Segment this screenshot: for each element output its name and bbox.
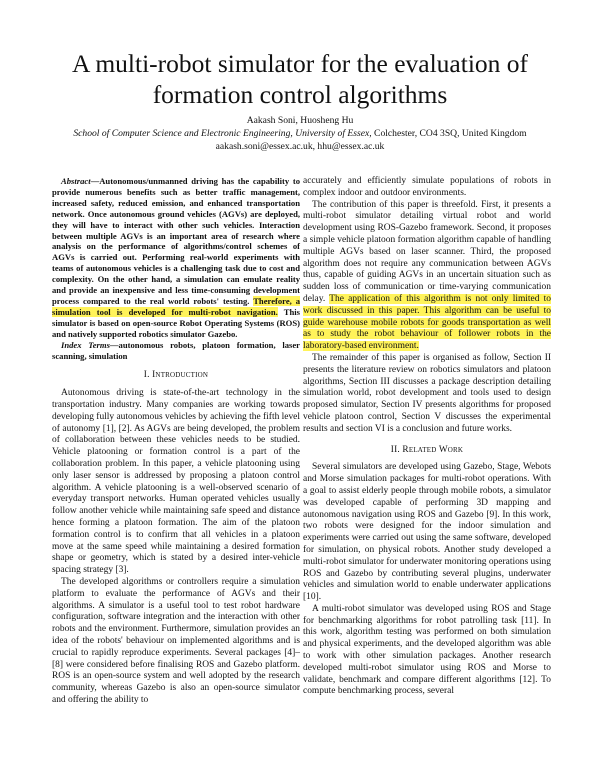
contribution-text: The contribution of this paper is threefold. First, it presents a multi-robot simulator detailing virtual robot and world development using ROS-Gazebo framework. Second, it proposes a simple vehicle platoon formation algorithm capable of handling multiple AGVs based on laser scanner. Third, the proposed algorithm does not require any communication between AGVs thus, capable of guiding AGVs in an uncertain situation such as sudden loss of communication or time-varying communication delay. <box>303 199 551 304</box>
section-heading-related-work: II. Related Work <box>390 444 464 455</box>
abstract <box>52 176 300 340</box>
abstract-label: Abstract <box>61 176 91 186</box>
index-terms-label: Index Terms <box>61 339 110 350</box>
abstract-tail: This simulator is based on open-source Robot Operating Systems (ROS) and natively supported robotics simulator Gazebo. <box>52 306 300 339</box>
abstract-highlight: Therefore, a simulation tool is developed for multi-robot navigation. <box>52 295 300 317</box>
right-column <box>303 176 551 698</box>
section-heading-introduction: I. Introduction <box>143 370 209 381</box>
paper-title: A multi-robot simulator for the evaluation of formation control algorithms <box>71 49 529 109</box>
affiliation-italic: School of Computer Science and Electronic Engineering, University of Essex, <box>73 128 372 139</box>
affiliation-location: Colchester, CO4 3SQ, United Kingdom <box>371 128 527 139</box>
authors: Aakash Soni, Huosheng Hu <box>246 115 354 126</box>
intro-paragraph-2: The developed algorithms or controllers require a simulation platform to evaluate the performance of AGVs and their algorithms. A simulator is a useful tool to test robot hardware configuration, software integration and the interaction with other robots and the environment. Furthermore, simulation provides an idea of the robots' behaviour on implemented algorithms and is crucial to rapidly reproduce experiments. Several packages [4]–[8] were considered before finalising ROS and Gazebo platform. ROS is an open-source system and well adopted by the research community, whereas Gazebo is also an open-source simulator and offering the ability to <box>52 576 300 705</box>
contribution-highlight: The application of this algorithm is not only limited to work discussed in this paper. This algorithm can be useful to guide warehouse mobile robots for goods transportation as well as to study the robot behaviour of follower robots in the laboratory-based environment. <box>303 293 551 352</box>
index-terms-text: —autonomous robots, platoon formation, laser scanning, simulation <box>52 339 300 361</box>
left-column <box>52 176 300 707</box>
affiliation <box>20 127 580 140</box>
related-work-paragraph-1: Several simulators are developed using Gazebo, Stage, Webots and Morse simulation packages for multi-robot operations. With a goal to assist elderly people through mobile robots, a simulator was developed capable of performing 3D mapping and autonomous navigation using ROS and Gazebo [9]. In this work, two robots were designed for the indoor simulation and experiments were carried out using the same software, developed for simulation, on physical robots. Another study developed a multi-robot simulator for underwater monitoring operations using ROS and Gazebo by contributing several plugins, underwater vehicles and simulation world to enable underwater applications [10]. <box>303 462 551 603</box>
intro-paragraph-1: Autonomous driving is state-of-the-art technology in the transportation industry. Many companies are working towards developing fully autonomous vehicles by achieving the fifth level of autonomy [1], [2]. As AGVs are being developed, the problem of collaboration between these vehicles needs to be studied. Vehicle platooning or formation control is a part of the collaboration problem. In this paper, a vehicle platooning using only laser sensor is addressed by proposing a platoon control algorithm. A vehicle platooning is a well-observed scenario of everyday transport networks. Human operated vehicles usually follow another vehicle while maintaining safe speed and distance hence forming a platoon formation. The aim of the platoon formation control is to confirm that all vehicles in a platoon move at the same speed while maintaining a desired formation shape or geometry, which is stated by a desired inter-vehicle spacing strategy [3]. <box>52 388 300 576</box>
outline-paragraph: The remainder of this paper is organised as follow, Section II presents the literature review on robotics simulators and platoon algorithms, Section III discusses a package description detailing simulation world, robot development and tools used to design proposed simulator, Section IV presents algorithms for proposed vehicle platoon control, Section V discusses the experimental results and section VI is a conclusion and future works. <box>303 352 551 434</box>
author-emails: aakash.soni@essex.ac.uk, hhu@essex.ac.uk <box>215 141 385 152</box>
abstract-text: —Autonomous/unmanned driving has the capability to provide numerous benefits such as better traffic management, increased safety, reduced emission, and enhanced transportation network. Once autonomous ground vehicles (AGVs) are deployed, they will have to interact with other such vehicles. Interaction between multiple AGVs is an important area of research where analysis on the performance of algorithms/control schemes of AGVs is carried out. Performing real-world experiments with teams of autonomous vehicles is a challenging task due to cost and complexity. On the other hand, a simulation can emulate reality and provide an inexpensive and less time-consuming development process compared to the real world robots' testing. <box>52 176 300 306</box>
intro-continuation: accurately and efficiently simulate populations of robots in complex indoor and outdoor environments. <box>303 176 551 198</box>
related-work-paragraph-2: A multi-robot simulator was developed using ROS and Stage for benchmarking algorithms for robot patrolling task [11]. In this work, algorithm testing was performed on both simulation and physical experiments, and the developed algorithm was able to work with other simulation packages. Another research developed multi-robot simulator using ROS and Morse to validate, benchmark and compare different algorithms [12]. To compute benchmarking process, several <box>303 603 551 697</box>
contribution-paragraph <box>303 200 551 353</box>
index-terms <box>52 340 300 362</box>
